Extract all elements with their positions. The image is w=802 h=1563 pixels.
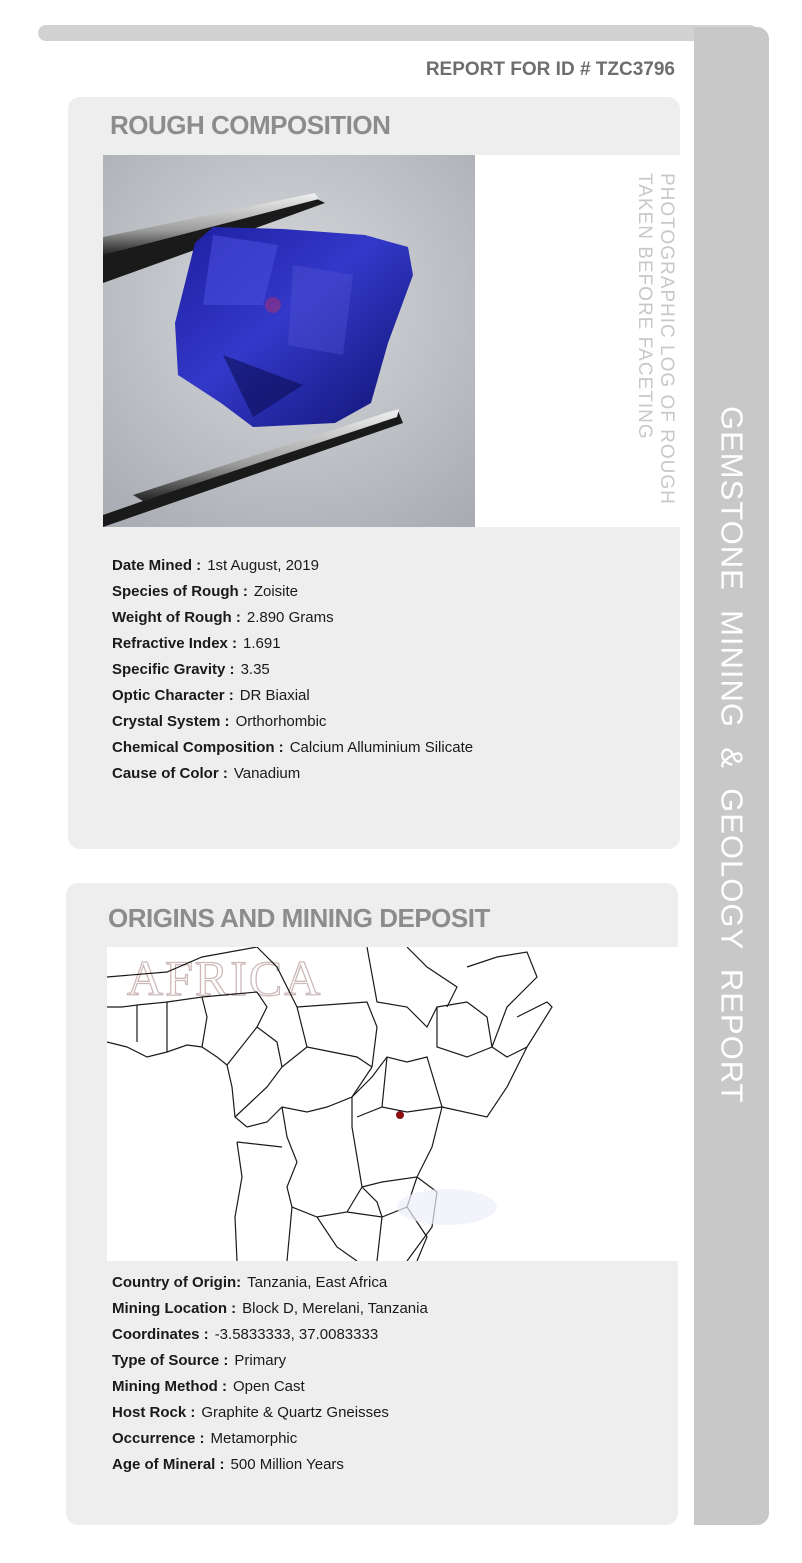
detail-label: Country of Origin: — [112, 1274, 242, 1291]
detail-value: 3.35 — [240, 661, 270, 678]
detail-row — [112, 631, 473, 657]
detail-label: Cause of Color : — [112, 765, 228, 782]
detail-label: Mining Method : — [112, 1378, 227, 1395]
origin-details — [112, 1270, 428, 1478]
detail-label: Specific Gravity : — [112, 661, 235, 678]
report-id: REPORT FOR ID # TZC3796 — [425, 59, 675, 80]
detail-value: 2.890 Grams — [246, 609, 334, 626]
top-bar — [38, 25, 758, 41]
photo-caption-line2: TAKEN BEFORE FACETING — [634, 173, 655, 440]
detail-row — [112, 683, 473, 709]
detail-row — [112, 1400, 428, 1426]
detail-row — [112, 735, 473, 761]
photo-caption — [633, 173, 677, 513]
mine-location-marker — [396, 1111, 404, 1119]
rough-composition-title: ROUGH COMPOSITION — [110, 110, 391, 140]
detail-label: Crystal System : — [112, 713, 230, 730]
africa-map-svg — [107, 947, 678, 1261]
photo-caption-line1: PHOTOGRAPHIC LOG OF ROUGH — [656, 173, 677, 505]
detail-value: Orthorhombic — [235, 713, 327, 730]
rough-photo-area — [103, 155, 680, 527]
detail-row — [112, 1374, 428, 1400]
detail-label: Mining Location : — [112, 1300, 237, 1317]
detail-label: Weight of Rough : — [112, 609, 241, 626]
detail-value: Graphite & Quartz Gneisses — [201, 1404, 389, 1421]
detail-value: -3.5833333, 37.0083333 — [214, 1326, 379, 1343]
detail-value: Zoisite — [253, 583, 299, 600]
detail-value: 1.691 — [243, 635, 281, 652]
detail-row — [112, 1348, 428, 1374]
detail-row — [112, 657, 473, 683]
detail-label: Refractive Index : — [112, 635, 238, 652]
detail-value: Open Cast — [232, 1378, 305, 1395]
detail-row — [112, 761, 473, 787]
detail-label: Occurrence : — [112, 1430, 205, 1447]
rough-details — [112, 553, 473, 787]
detail-value: 500 Million Years — [230, 1456, 344, 1473]
detail-row — [112, 605, 473, 631]
detail-value: Calcium Alluminium Silicate — [289, 739, 474, 756]
detail-row — [112, 1426, 428, 1452]
detail-row — [112, 709, 473, 735]
detail-label: Coordinates : — [112, 1326, 209, 1343]
africa-map — [107, 947, 678, 1261]
side-title: GEMSTONE MINING & GEOLOGY REPORT — [714, 406, 750, 1104]
detail-value: DR Biaxial — [239, 687, 310, 704]
detail-value: Vanadium — [233, 765, 301, 782]
detail-row — [112, 1270, 428, 1296]
map-label: AFRICA — [127, 950, 323, 1006]
detail-row — [112, 579, 473, 605]
detail-label: Species of Rough : — [112, 583, 248, 600]
detail-label: Host Rock : — [112, 1404, 196, 1421]
detail-value: 1st August, 2019 — [207, 557, 319, 574]
detail-value: Block D, Merelani, Tanzania — [242, 1300, 428, 1317]
detail-value: Primary — [234, 1352, 287, 1369]
detail-label: Type of Source : — [112, 1352, 229, 1369]
detail-row — [112, 1452, 428, 1478]
detail-label: Chemical Composition : — [112, 739, 284, 756]
detail-row — [112, 553, 473, 579]
detail-label: Date Mined : — [112, 557, 202, 574]
detail-value: Tanzania, East Africa — [247, 1274, 388, 1291]
side-title-wrap — [694, 406, 769, 1104]
detail-label: Optic Character : — [112, 687, 234, 704]
detail-row — [112, 1296, 428, 1322]
detail-label: Age of Mineral : — [112, 1456, 225, 1473]
origins-title: ORIGINS AND MINING DEPOSIT — [108, 903, 490, 933]
rough-gem-photo — [103, 155, 475, 527]
detail-value: Metamorphic — [210, 1430, 298, 1447]
detail-row — [112, 1322, 428, 1348]
